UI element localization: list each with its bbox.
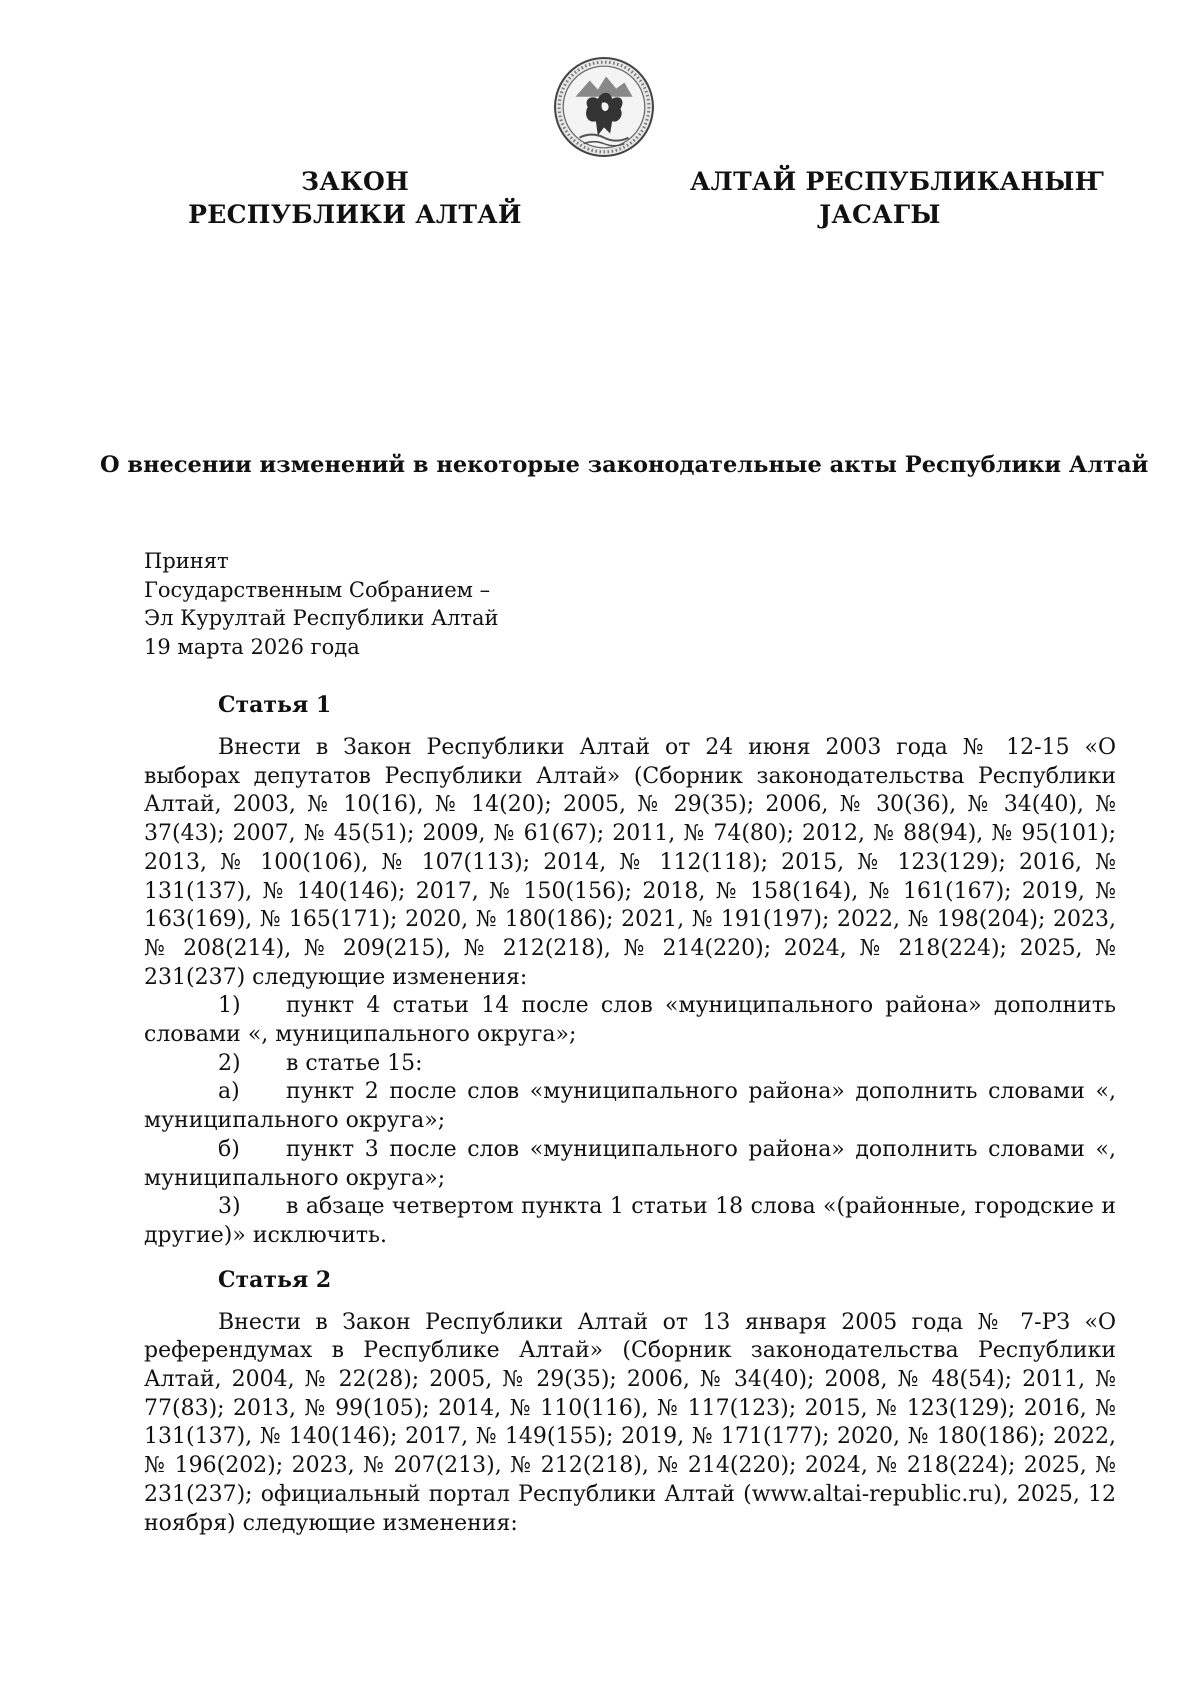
- item-number: 2): [218, 1050, 241, 1076]
- article-1-item: [144, 992, 1116, 1049]
- article-1-item: [144, 1078, 1116, 1135]
- header-left-line1: ЗАКОН: [300, 167, 410, 196]
- item-text: в статье 15:: [286, 1050, 423, 1076]
- coat-of-arms-emblem-icon: [553, 56, 655, 158]
- item-number: 1): [218, 993, 241, 1019]
- item-text: в абзаце четвертом пункта 1 статьи 18 слова «(районные, городские и другие)» исключить.: [144, 1194, 1116, 1248]
- document-title: О внесении изменений в некоторые законодательные акты Республики Алтай: [100, 452, 1149, 478]
- item-text: пункт 3 после слов «муниципального района» дополнить словами «, муниципального округа»;: [144, 1136, 1116, 1191]
- item-number: б): [218, 1136, 240, 1162]
- header-right: [690, 165, 1105, 231]
- article-1: [144, 690, 1116, 1538]
- item-number: 3): [218, 1194, 241, 1220]
- adopted-line3: Эл Курултай Республики Алтай: [144, 606, 499, 630]
- adopted-line4: 19 марта 2026 года: [144, 634, 360, 659]
- article-2-intro: Внести в Закон Республики Алтай от 13 января 2005 года № 7-РЗ «О референдумах в Республике Алтай» (Сборник законодательства Республики Алтай, 2004, № 22(28); 2005, № 29(35); 2006, № 34(40); 2008, № 48(54); 2011, № 77(83); 2013, № 99(105); 2014, № 110(116), № 117(123); 2015, № 123(129); 2016, № 131(137), № 140(146); 2017, № 149(155); 2019, № 171(177); 2020, № 180(186); 2022, № 196(202); 2023, № 207(213), № 212(218), № 214(220); 2024, № 218(224); 2025, № 231(237); официальный портал Республики Алтай (www.altai-republic.ru), 2025, 12 ноября) следующие изменения:: [144, 1309, 1116, 1536]
- article-1-intro: Внести в Закон Республики Алтай от 24 июня 2003 года № 12-15 «О выборах депутатов Республики Алтай» (Сборник законодательства Республики Алтай, 2003, № 10(16), № 14(20); 2005, № 29(35); 2006, № 30(36), № 34(40), № 37(43); 2007, № 45(51); 2009, № 61(67); 2011, № 74(80); 2012, № 88(94), № 95(101); 2013, № 100(106), № 107(113); 2014, № 112(118); 2015, № 123(129); 2016, № 131(137), № 140(146); 2017, № 150(156); 2018, № 158(164), № 161(167); 2019, № 163(169), № 165(171); 2020, № 180(186); 2021, № 191(197); 2022, № 198(204); 2023, № 208(214), № 209(215), № 212(218), № 214(220); 2024, № 218(224); 2025, № 231(237) следующие изменения:: [144, 735, 1116, 990]
- article-1-item: [144, 1136, 1116, 1193]
- item-text: пункт 2 после слов «муниципального района» дополнить словами «, муниципального округа»;: [144, 1079, 1116, 1134]
- adopted-block: [144, 547, 498, 661]
- article-1-item: [144, 1193, 1116, 1250]
- adopted-line1: Принят: [144, 549, 229, 573]
- header-right-line2: ЈАСАГЫ: [819, 200, 941, 229]
- item-text: пункт 4 статьи 14 после слов «муниципального района» дополнить словами «, муниципального округа»;: [144, 993, 1116, 1048]
- header-left: [175, 165, 535, 231]
- header-left-line2: РЕСПУБЛИКИ АЛТАЙ: [188, 200, 522, 229]
- article-1-heading: Статья 1: [218, 692, 332, 718]
- article-2-heading: Статья 2: [218, 1266, 332, 1293]
- adopted-line2: Государственным Собранием –: [144, 577, 491, 602]
- header-right-line1: АЛТАЙ РЕСПУБЛИКАНЫҤ: [690, 167, 1105, 196]
- article-1-item: [144, 1050, 1116, 1079]
- item-number: а): [218, 1079, 240, 1105]
